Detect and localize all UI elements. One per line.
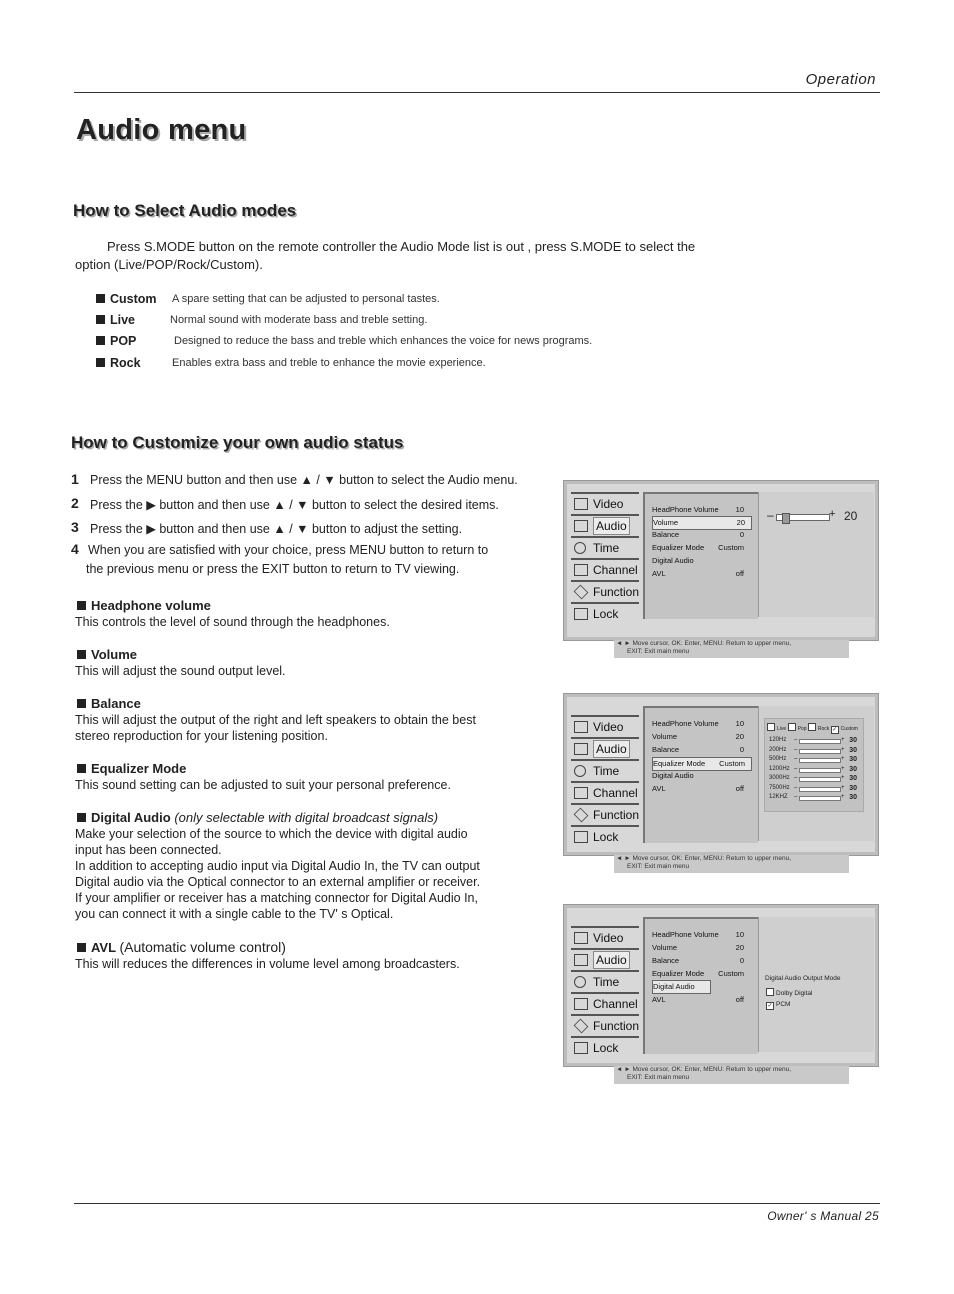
pcm-checkbox[interactable]: ✓ (767, 1003, 773, 1009)
eq-band-row[interactable]: 200Hz – + 30 (769, 746, 857, 754)
eq-band-slider[interactable] (799, 768, 841, 773)
eq-band-row[interactable]: 7500Hz – + 30 (769, 784, 857, 792)
row-balance[interactable]: Balance 0 (652, 745, 744, 754)
tv-menu-item-time[interactable]: Time (571, 536, 639, 556)
mode-rock-desc: Enables extra bass and treble to enhance the movie experience. (172, 357, 486, 369)
eq-band-row[interactable]: 12KHZ – + 30 (769, 794, 857, 801)
step-2-text: Press the ▶ button and then use ▲ / ▼ button to select the desired items. (90, 498, 499, 512)
function-icon (574, 585, 589, 600)
section-label: Operation (805, 71, 876, 88)
avl-heading: AVL (Automatic volume control) (77, 939, 286, 955)
equalizer-heading: Equalizer Mode (77, 761, 186, 776)
mode-live-desc: Normal sound with moderate bass and treble setting. (170, 314, 428, 326)
select-intro-line1: Press S.MODE button on the remote controller the Audio Mode list is out , press S.MODE to select the (107, 239, 696, 254)
digital-audio-line1: Make your selection of the source to which the device with digital audio (75, 827, 468, 841)
row-equalizer-mode[interactable]: Equalizer Mode Custom (652, 543, 744, 552)
tv-menu-item-channel[interactable]: Channel (571, 992, 639, 1012)
row-headphone-volume[interactable]: HeadPhone Volume 10 (652, 719, 744, 728)
eq-band-row[interactable]: 500Hz – + 30 (769, 756, 857, 763)
audio-icon (574, 954, 588, 966)
tv-menu-audio-list (643, 492, 758, 619)
mode-pop-desc: Designed to reduce the bass and treble which enhances the voice for news programs. (174, 335, 593, 347)
eq-band-slider[interactable] (799, 777, 841, 782)
avl-subtitle: (Automatic volume control) (119, 939, 286, 955)
step-1-text: Press the MENU button and then use ▲ / ▼ button to select the Audio menu. (90, 473, 518, 487)
digital-audio-line5: If your amplifier or receiver has a matching connector for Digital Audio In, (75, 891, 478, 905)
lock-icon (574, 608, 588, 620)
option-pcm[interactable]: ✓ PCM (767, 1001, 791, 1009)
eq-band-row[interactable]: 3000Hz – + 30 (769, 775, 857, 782)
tv-menu-equalizer (563, 693, 879, 870)
dolby-checkbox[interactable] (766, 988, 774, 996)
row-digital-audio[interactable]: Digital Audio (652, 980, 711, 994)
row-volume[interactable]: Volume 20 (652, 732, 744, 741)
volume-adjust-area (758, 492, 874, 617)
audio-icon (574, 743, 588, 755)
tv-menu-digital-audio (563, 904, 879, 1081)
eq-mode-rock[interactable]: Rock (808, 726, 829, 732)
eq-mode-options (767, 723, 858, 734)
tv-menu-audio-list (643, 706, 758, 843)
step-4-text: When you are satisfied with your choice, press MENU button to return to (88, 543, 489, 557)
function-icon (574, 808, 589, 823)
volume-slider-thumb[interactable] (782, 513, 790, 524)
page-title: Audio menu (76, 114, 247, 146)
eq-band-row[interactable]: 1200Hz – + 30 (769, 765, 857, 773)
lock-icon (574, 831, 588, 843)
equalizer-desc: This sound setting can be adjusted to suit your personal preference. (75, 778, 451, 792)
mode-custom-desc: A spare setting that can be adjusted to personal tastes. (172, 293, 440, 305)
function-icon (574, 1019, 589, 1034)
equalizer-panel (764, 718, 864, 812)
digital-audio-line3: In addition to accepting audio input via Digital Audio In, the TV can output (75, 859, 480, 873)
row-digital-audio[interactable]: Digital Audio (652, 556, 694, 565)
volume-desc: This will adjust the sound output level. (75, 664, 286, 678)
row-digital-audio[interactable]: Digital Audio (652, 771, 694, 780)
tv-menu-item-audio[interactable]: Audio (571, 948, 639, 968)
digital-audio-line2: input has been connected. (75, 843, 222, 857)
slider-minus[interactable]: – (767, 508, 774, 522)
tv-menu-item-function[interactable]: Function (571, 803, 639, 823)
tv-menu-item-channel[interactable]: Channel (571, 781, 639, 801)
video-icon (574, 932, 588, 944)
eq-mode-custom[interactable]: ✓ Custom (832, 726, 858, 733)
eq-band-slider[interactable] (799, 739, 841, 744)
avl-desc: This will reduces the differences in volume level among broadcasters. (75, 957, 460, 971)
row-headphone-volume[interactable]: HeadPhone Volume 10 (652, 930, 744, 939)
mode-live: Live (96, 313, 135, 327)
row-volume[interactable]: Volume 20 (652, 516, 752, 530)
audio-icon (574, 520, 588, 532)
eq-band-slider[interactable] (799, 749, 841, 754)
menu-help-footer: ◄ ► Move cursor, OK: Enter, MENU: Return to upper menu, EXIT: Exit main menu (614, 640, 849, 658)
tv-menu-item-lock[interactable]: Lock (571, 825, 639, 845)
headphone-volume-desc: This controls the level of sound through the headphones. (75, 615, 390, 629)
time-icon (574, 542, 586, 554)
tv-menu-item-audio[interactable]: Audio (571, 514, 639, 534)
menu-help-footer: ◄ ► Move cursor, OK: Enter, MENU: Return to upper menu, EXIT: Exit main menu (614, 1066, 849, 1084)
tv-menu-item-function[interactable]: Function (571, 580, 639, 600)
eq-band-slider[interactable] (799, 787, 841, 792)
channel-icon (574, 998, 588, 1010)
time-icon (574, 765, 586, 777)
tv-menu-item-video[interactable]: Video (571, 492, 639, 512)
step-3-number: 3 (71, 519, 79, 535)
digital-audio-heading: Digital Audio (only selectable with digital broadcast signals) (77, 810, 438, 825)
digital-output-area (758, 917, 874, 1052)
tv-menu-item-lock[interactable]: Lock (571, 1036, 639, 1056)
video-icon (574, 721, 588, 733)
equalizer-area (758, 706, 874, 841)
time-icon (574, 976, 586, 988)
lock-icon (574, 1042, 588, 1054)
tv-menu-item-audio[interactable]: Audio (571, 737, 639, 757)
step-4-number: 4 (71, 541, 79, 557)
tv-menu-audio-list (643, 917, 758, 1054)
eq-band-slider[interactable] (799, 796, 841, 801)
tv-menu-item-channel[interactable]: Channel (571, 558, 639, 578)
row-equalizer-mode[interactable]: Equalizer Mode Custom (652, 757, 752, 771)
channel-icon (574, 564, 588, 576)
slider-plus[interactable]: + (829, 508, 836, 520)
tv-menu-item-lock[interactable]: Lock (571, 602, 639, 622)
select-intro-line2: option (Live/POP/Rock/Custom). (75, 257, 263, 272)
menu-help-footer: ◄ ► Move cursor, OK: Enter, MENU: Return to upper menu, EXIT: Exit main menu (614, 855, 849, 873)
digital-audio-note: (only selectable with digital broadcast signals) (174, 810, 439, 825)
digital-output-title: Digital Audio Output Mode (765, 975, 841, 982)
tv-menu-item-video[interactable]: Video (571, 715, 639, 735)
row-headphone-volume[interactable]: HeadPhone Volume 10 (652, 505, 744, 514)
digital-audio-line4: Digital audio via the Optical connector to an external amplifier or receiver. (75, 875, 481, 889)
step-4-text-line2: the previous menu or press the EXIT button to return to TV viewing. (86, 562, 460, 576)
eq-band-row[interactable]: 120Hz – + 30 (769, 737, 857, 744)
row-equalizer-mode[interactable]: Equalizer Mode Custom (652, 969, 744, 978)
step-2-number: 2 (71, 495, 79, 511)
headphone-volume-heading: Headphone volume (77, 598, 211, 613)
balance-heading: Balance (77, 696, 141, 711)
video-icon (574, 498, 588, 510)
row-avl[interactable]: AVL off (652, 995, 744, 1004)
row-volume[interactable]: Volume 20 (652, 943, 744, 952)
row-balance[interactable]: Balance 0 (652, 956, 744, 965)
eq-band-slider[interactable] (799, 758, 841, 763)
footer-rule (74, 1203, 880, 1204)
balance-desc-line2: stereo reproduction for your listening position. (75, 729, 328, 743)
tv-menu-item-video[interactable]: Video (571, 926, 639, 946)
tv-menu-item-time[interactable]: Time (571, 759, 639, 779)
eq-mode-pop[interactable]: Pop (788, 726, 807, 732)
volume-value: 20 (844, 509, 858, 523)
row-avl[interactable]: AVL off (652, 569, 744, 578)
tv-menu-volume (563, 480, 879, 655)
tv-menu-item-time[interactable]: Time (571, 970, 639, 990)
mode-rock: Rock (96, 356, 141, 370)
customize-heading: How to Customize your own audio status (71, 433, 404, 452)
volume-heading: Volume (77, 647, 137, 662)
balance-desc-line1: This will adjust the output of the right and left speakers to obtain the best (75, 713, 476, 727)
step-1-number: 1 (71, 471, 79, 487)
channel-icon (574, 787, 588, 799)
eq-mode-live[interactable]: Live (767, 726, 786, 732)
volume-slider[interactable] (776, 514, 830, 521)
header-rule (74, 92, 880, 93)
mode-pop: POP (96, 334, 136, 348)
mode-custom: Custom (96, 292, 157, 306)
row-avl[interactable]: AVL off (652, 784, 744, 793)
option-dolby-digital[interactable]: Dolby Digital (766, 988, 813, 997)
tv-menu-item-function[interactable]: Function (571, 1014, 639, 1034)
select-modes-heading: How to Select Audio modes (73, 201, 297, 220)
step-3-text: Press the ▶ button and then use ▲ / ▼ button to adjust the setting. (90, 522, 463, 536)
digital-audio-line6: you can connect it with a single cable to the TV' s Optical. (75, 907, 394, 921)
page-footer: Owner' s Manual 25 (767, 1209, 879, 1223)
row-balance[interactable]: Balance 0 (652, 530, 744, 539)
